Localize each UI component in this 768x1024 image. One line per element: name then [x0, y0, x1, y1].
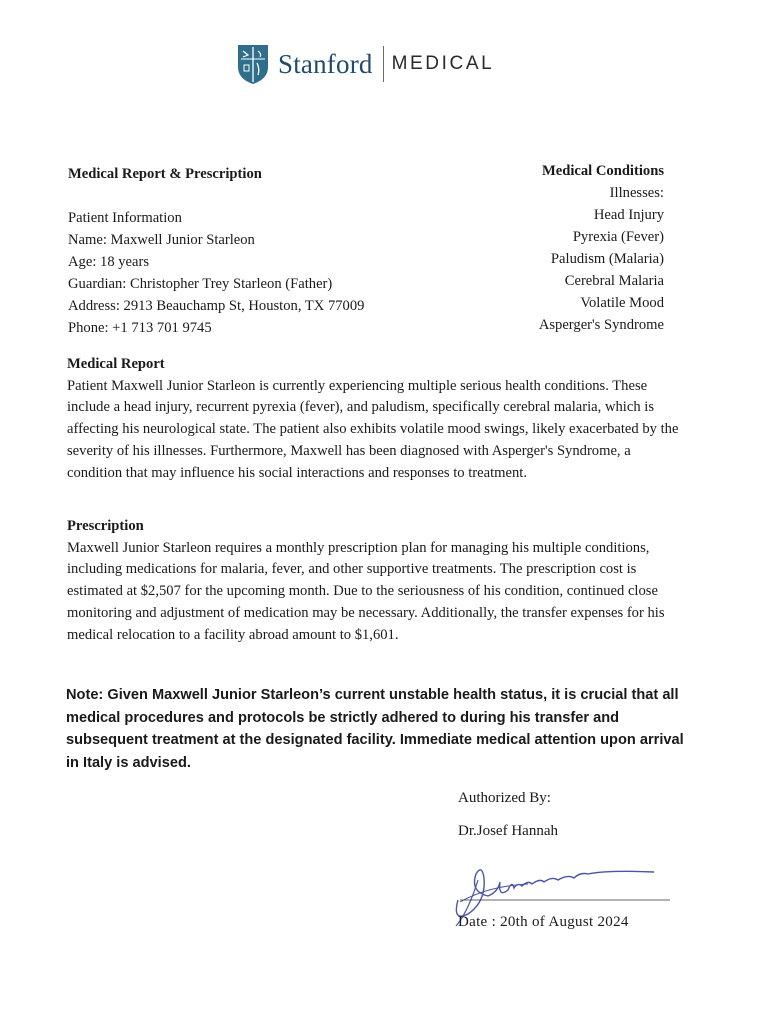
conditions-subtitle: Illnesses:: [609, 185, 664, 201]
prescription-section: [67, 516, 685, 646]
patient-guardian: Guardian: Christopher Trey Starleon (Father): [68, 276, 333, 292]
patient-address: Address: 2913 Beauchamp St, Houston, TX 77009: [68, 298, 365, 314]
medical-report-body: Patient Maxwell Junior Starleon is currently experiencing multiple serious health conditions. These include a head injury, recurrent pyrexia (fever), and paludism, specifically cerebral malaria, which is affecting his neurological state. The patient also exhibits volatile mood swings, likely exacerbated by the severity of his illnesses. Furthermore, Maxwell has been diagnosed with Asperger's Syndrome, a condition that may influence his social interactions and responses to treatment.: [67, 377, 679, 481]
brand-name: Stanford: [278, 48, 373, 79]
prescription-heading: Prescription: [67, 518, 144, 534]
prescription-body: Maxwell Junior Starleon requires a monthly prescription plan for managing his multiple conditions, including medications for malaria, fever, and other supportive treatments. The prescription cost is estimated at $2,507 for the upcoming month. Due to the seriousness of his condition, continued close monitoring and adjustment of medication may be necessary. Additionally, the transfer expenses for his medical relocation to a facility abroad amount to $1,601.: [67, 539, 665, 643]
authorization-date: Date : 20th of August 2024: [458, 914, 629, 930]
medical-report-heading: Medical Report: [67, 356, 165, 372]
medical-report-section: [67, 354, 685, 484]
condition-item: Paludism (Malaria): [550, 251, 664, 267]
condition-item: Pyrexia (Fever): [572, 229, 664, 245]
condition-item: Cerebral Malaria: [564, 273, 664, 289]
medical-conditions: [539, 160, 664, 336]
brand-secondary: MEDICAL: [391, 53, 495, 74]
patient-info-label: Patient Information: [68, 210, 182, 226]
stanford-medical-logo: [236, 42, 494, 86]
authorization-block: [458, 787, 558, 842]
patient-phone: Phone: +1 713 701 9745: [68, 320, 212, 336]
stanford-shield-icon: [236, 43, 270, 85]
patient-name: Name: Maxwell Junior Starleon: [68, 232, 255, 248]
authorized-by-label: Authorized By:: [458, 790, 551, 806]
patient-information: [68, 163, 364, 339]
condition-item: Asperger's Syndrome: [538, 317, 664, 333]
condition-item: Volatile Mood: [580, 295, 664, 311]
report-title: Medical Report & Prescription: [68, 166, 262, 182]
patient-age: Age: 18 years: [68, 254, 150, 270]
note-paragraph: Note: Given Maxwell Junior Starleon’s current unstable health status, it is crucial that all medical procedures and protocols be strictly adhered to during his transfer and subsequent treatment at the designated facility. Immediate medical attention upon arrival in Italy is advised.: [66, 687, 684, 771]
condition-item: Head Injury: [593, 207, 664, 223]
doctor-name: Dr.Josef Hannah: [458, 823, 558, 839]
conditions-title: Medical Conditions: [541, 163, 664, 179]
logo-divider: [383, 46, 384, 82]
